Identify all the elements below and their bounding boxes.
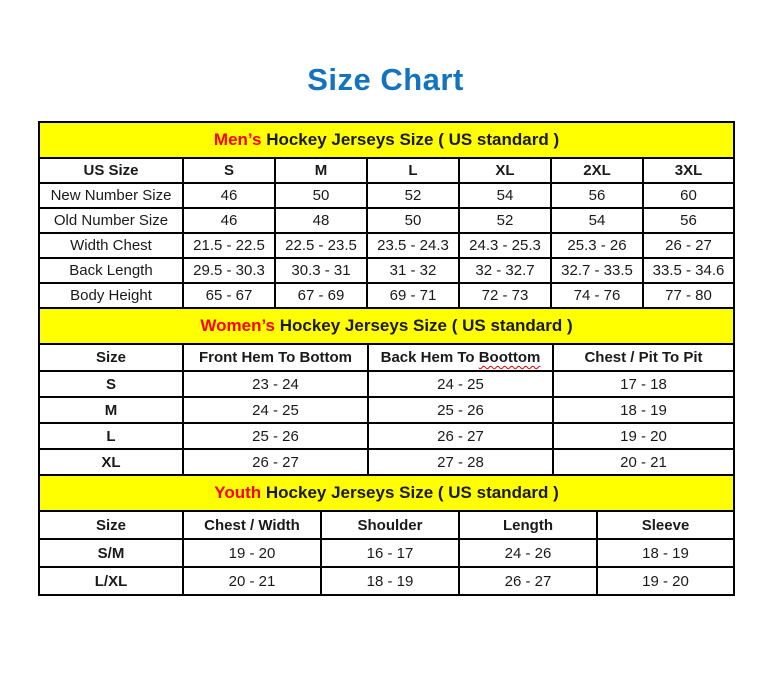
size-value-cell: 26 - 27 <box>183 449 368 475</box>
size-value-cell: 54 <box>459 183 551 208</box>
size-value-cell: 25.3 - 26 <box>551 233 643 258</box>
table-row <box>39 567 734 595</box>
size-value-cell: 50 <box>275 183 367 208</box>
table-row <box>39 258 734 283</box>
size-value-cell: 17 - 18 <box>553 371 734 397</box>
column-header: Chest / Pit To Pit <box>553 344 734 371</box>
size-value-cell: 24 - 25 <box>368 371 553 397</box>
table-row <box>39 423 734 449</box>
row-label: S <box>39 371 183 397</box>
size-value-cell: 46 <box>183 208 275 233</box>
mens-banner-row <box>39 122 734 158</box>
size-value-cell: 24 - 26 <box>459 539 597 567</box>
size-value-cell: 18 - 19 <box>597 539 734 567</box>
size-value-cell: 72 - 73 <box>459 283 551 308</box>
banner-highlight: Men’s <box>213 130 262 149</box>
row-label: Old Number Size <box>39 208 183 233</box>
size-value-cell: 48 <box>275 208 367 233</box>
table-header-row <box>39 158 734 183</box>
size-value-cell: 19 - 20 <box>183 539 321 567</box>
column-header: 3XL <box>643 158 734 183</box>
size-value-cell: 27 - 28 <box>368 449 553 475</box>
table-row <box>39 371 734 397</box>
size-value-cell: 18 - 19 <box>553 397 734 423</box>
row-label: Back Length <box>39 258 183 283</box>
row-label: Width Chest <box>39 233 183 258</box>
page-title: Size Chart <box>307 62 464 97</box>
column-header: Size <box>39 344 183 371</box>
size-value-cell: 77 - 80 <box>643 283 734 308</box>
size-value-cell: 33.5 - 34.6 <box>643 258 734 283</box>
column-header: Sleeve <box>597 511 734 539</box>
womens-size-table <box>38 307 735 476</box>
table-header-row <box>39 511 734 539</box>
row-label: L/XL <box>39 567 183 595</box>
size-value-cell: 69 - 71 <box>367 283 459 308</box>
mens-banner <box>39 122 734 158</box>
size-value-cell: 20 - 21 <box>553 449 734 475</box>
column-header: S <box>183 158 275 183</box>
row-label: New Number Size <box>39 183 183 208</box>
column-header: M <box>275 158 367 183</box>
row-label: XL <box>39 449 183 475</box>
column-header: Length <box>459 511 597 539</box>
size-value-cell: 26 - 27 <box>368 423 553 449</box>
table-row <box>39 283 734 308</box>
column-header: US Size <box>39 158 183 183</box>
column-header <box>368 344 553 371</box>
size-value-cell: 26 - 27 <box>459 567 597 595</box>
size-value-cell: 74 - 76 <box>551 283 643 308</box>
size-value-cell: 52 <box>367 183 459 208</box>
size-value-cell: 60 <box>643 183 734 208</box>
size-value-cell: 25 - 26 <box>183 423 368 449</box>
table-row <box>39 397 734 423</box>
size-value-cell: 56 <box>551 183 643 208</box>
row-label: L <box>39 423 183 449</box>
youth-size-table <box>38 474 735 596</box>
womens-banner <box>39 308 734 344</box>
size-value-cell: 20 - 21 <box>183 567 321 595</box>
size-value-cell: 54 <box>551 208 643 233</box>
size-value-cell: 24.3 - 25.3 <box>459 233 551 258</box>
size-value-cell: 50 <box>367 208 459 233</box>
table-row <box>39 183 734 208</box>
table-row <box>39 449 734 475</box>
banner-text: Hockey Jerseys Size ( US standard ) <box>261 483 559 502</box>
size-value-cell: 19 - 20 <box>597 567 734 595</box>
row-label: S/M <box>39 539 183 567</box>
misspelled-word: Boottom <box>478 349 541 366</box>
womens-banner-row <box>39 308 734 344</box>
size-chart-tables <box>38 121 733 596</box>
column-header: 2XL <box>551 158 643 183</box>
size-value-cell: 21.5 - 22.5 <box>183 233 275 258</box>
size-value-cell: 65 - 67 <box>183 283 275 308</box>
banner-text: Hockey Jerseys Size ( US standard ) <box>261 130 560 149</box>
size-value-cell: 24 - 25 <box>183 397 368 423</box>
column-header: XL <box>459 158 551 183</box>
column-header: Front Hem To Bottom <box>183 344 368 371</box>
size-value-cell: 19 - 20 <box>553 423 734 449</box>
table-row <box>39 539 734 567</box>
size-value-cell: 56 <box>643 208 734 233</box>
column-header: L <box>367 158 459 183</box>
size-value-cell: 29.5 - 30.3 <box>183 258 275 283</box>
size-value-cell: 25 - 26 <box>368 397 553 423</box>
size-value-cell: 16 - 17 <box>321 539 459 567</box>
column-header: Chest / Width <box>183 511 321 539</box>
table-header-row <box>39 344 734 371</box>
mens-size-table <box>38 121 735 309</box>
size-value-cell: 32.7 - 33.5 <box>551 258 643 283</box>
table-row <box>39 208 734 233</box>
header-text: Back Hem To <box>380 349 479 366</box>
column-header: Size <box>39 511 183 539</box>
size-value-cell: 22.5 - 23.5 <box>275 233 367 258</box>
size-value-cell: 23 - 24 <box>183 371 368 397</box>
row-label: M <box>39 397 183 423</box>
youth-banner-row <box>39 475 734 511</box>
size-value-cell: 52 <box>459 208 551 233</box>
size-value-cell: 32 - 32.7 <box>459 258 551 283</box>
row-label: Body Height <box>39 283 183 308</box>
column-header: Shoulder <box>321 511 459 539</box>
size-value-cell: 67 - 69 <box>275 283 367 308</box>
table-row <box>39 233 734 258</box>
size-value-cell: 31 - 32 <box>367 258 459 283</box>
size-value-cell: 23.5 - 24.3 <box>367 233 459 258</box>
banner-text: Hockey Jerseys Size ( US standard ) <box>275 316 573 335</box>
banner-highlight: Youth <box>214 483 262 502</box>
size-value-cell: 46 <box>183 183 275 208</box>
size-value-cell: 26 - 27 <box>643 233 734 258</box>
size-value-cell: 30.3 - 31 <box>275 258 367 283</box>
banner-highlight: Women’s <box>200 316 275 335</box>
size-value-cell: 18 - 19 <box>321 567 459 595</box>
youth-banner <box>39 475 734 511</box>
